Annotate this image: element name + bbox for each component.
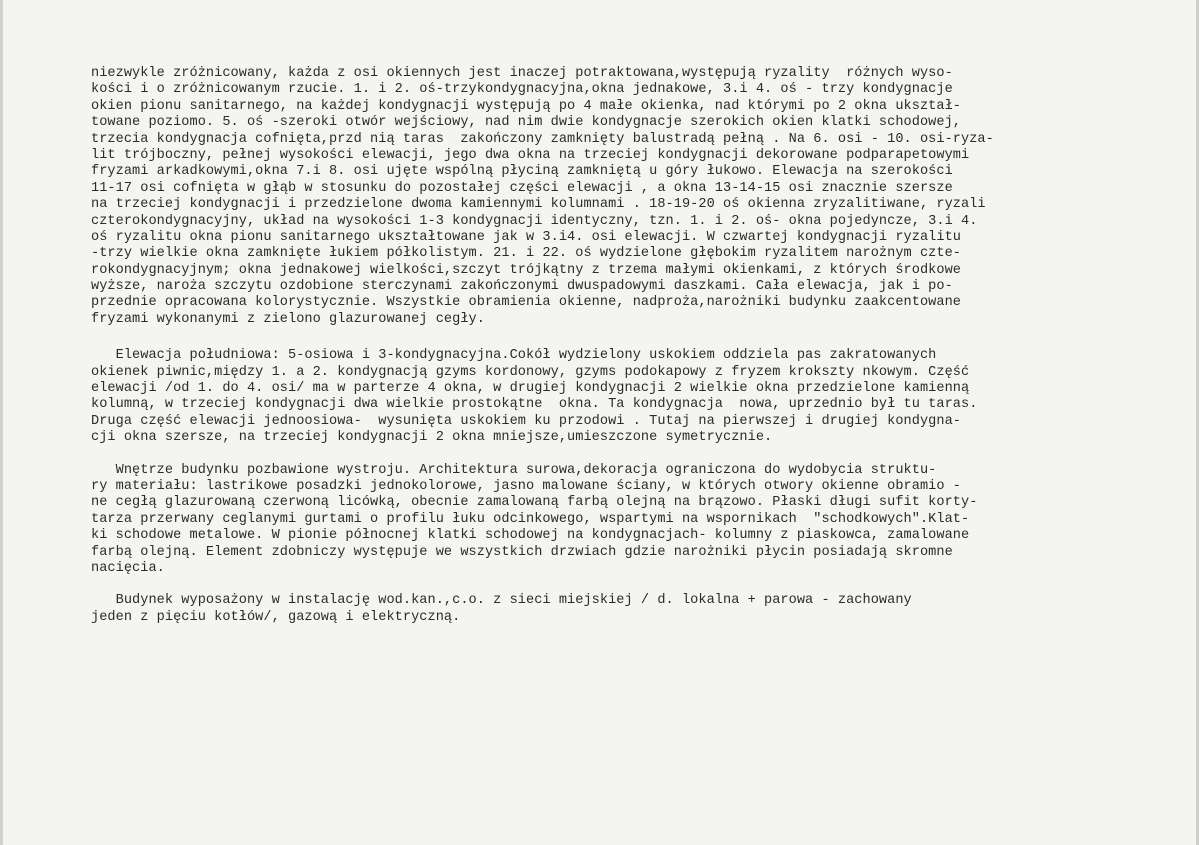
text-line: rokondygnacyjnym; okna jednakowej wielkości,szczyt trójkątny z trzema małymi okienkami, z których środkowe bbox=[91, 262, 962, 278]
text-line: kolumną, w trzeciej kondygnacji dwa wielkie prostokątne okna. Ta kondygnacja nowa, uprzednio był tu taras. bbox=[91, 397, 978, 413]
text-line: czterokondygnacyjny, układ na wysokości 1-3 kondygnacji identyczny, tzn. 1. i 2. oś- okna pojedyncze, 3.i 4. bbox=[91, 213, 978, 229]
paragraph-interior bbox=[91, 463, 1193, 578]
text-line: ry materiału: lastrikowe posadzki jednokolorowe, jasno malowane ściany, w których otwory okienne obramio - bbox=[91, 478, 962, 494]
text-line: lit trójboczny, pełnej wysokości elewacji, jego dwa okna na trzeciej kondygnacji dekorowane podparapetowymi bbox=[91, 147, 970, 163]
text-line: ki schodowe metalowe. W pionie północnej klatki schodowej na kondygnacjach- kolumny z piaskowca, zamalowane bbox=[91, 528, 970, 544]
text-line: tarza przerwany ceglanymi gurtami o profilu łuku odcinkowego, wspartymi na wspornikach "schodkowych".Klat- bbox=[91, 511, 970, 527]
text-line: ne cegłą glazurowaną czerwoną licówką, obecnie zamalowaną farbą olejną na brązowo. Płaski długi sufit korty- bbox=[91, 495, 978, 511]
text-line: Druga część elewacji jednoosiowa- wysunięta uskokiem ku przodowi . Tutaj na pierwszej i drugiej kondygna- bbox=[91, 413, 962, 429]
text-line: wyższe, naroża szczytu ozdobione sterczynami zakończonymi dwuspadowymi daszkami. Cała elewacja, jak i po- bbox=[91, 279, 953, 295]
text-line: nacięcia. bbox=[91, 560, 165, 576]
text-line: 11-17 osi cofnięta w głąb w stosunku do pozostałej części elewacji , a okna 13-14-15 osi znacznie szersze bbox=[91, 180, 953, 196]
text-line: na trzeciej kondygnacji i przedzielone dwoma kamiennymi kolumnami . 18-19-20 oś okienna zryzalitiwane, ryzali bbox=[91, 197, 986, 213]
text-line: farbą olejną. Element zdobniczy występuje we wszystkich drzwiach gdzie narożniki płycin posiadają skromne bbox=[91, 544, 953, 560]
text-line: jeden z pięciu kotłów/, gazową i elektryczną. bbox=[91, 609, 461, 625]
paragraph-facade-description bbox=[91, 66, 1193, 328]
text-line: elewacji /od 1. do 4. osi/ ma w parterze 4 okna, w drugiej kondygnacji 2 wielkie okna przedzielone kamienną bbox=[91, 381, 970, 397]
text-line: towane poziomo. 5. oś -szeroki otwór wejściowy, nad nim dwie kondygnacje szerokich okien klatki schodowej, bbox=[91, 115, 962, 131]
text-line: okienek piwnic,między 1. a 2. kondygnacją gzyms kordonowy, gzyms podokapowy z fryzem krokszty nkowym. Część bbox=[91, 364, 970, 380]
text-line: fryzami wykonanymi z zielono glazurowanej cegły. bbox=[91, 311, 485, 327]
text-line: Elewacja południowa: 5-osiowa i 3-kondygnacyjna.Cokół wydzielony uskokiem oddziela pas zakratowanych bbox=[91, 348, 937, 364]
text-line: -trzy wielkie okna zamknięte łukiem półkolistym. 21. i 22. oś wydzielone głębokim ryzalitem narożnym czte- bbox=[91, 246, 962, 262]
text-line: okien pionu sanitarnego, na każdej kondygnacji występują po 4 małe okienka, nad którymi po 2 okna ukształ- bbox=[91, 98, 962, 114]
text-line: trzecia kondygnacja cofnięta,przd nią taras zakończony zamknięty balustradą pełną . Na 6. osi - 10. osi-ryza- bbox=[91, 131, 994, 147]
text-line: Wnętrze budynku pozbawione wystroju. Architektura surowa,dekoracja ograniczona do wydobycia struktu- bbox=[91, 462, 937, 478]
paragraph-south-elevation bbox=[91, 348, 1193, 446]
text-line: przednie opracowana kolorystycznie. Wszystkie obramienia okienne, nadproża,narożniki budynku zaakcentowane bbox=[91, 295, 962, 311]
text-line: niezwykle zróżnicowany, każda z osi okiennych jest inaczej potraktowana,występują ryzality różnych wyso- bbox=[91, 66, 953, 81]
text-line: oś ryzalitu okna pionu sanitarnego ukształtowane jak w 3.i4. osi elewacji. W czwartej kondygnacji ryzalitu bbox=[91, 229, 962, 245]
text-line: cji okna szersze, na trzeciej kondygnacji 2 okna mniejsze,umieszczone symetrycznie. bbox=[91, 430, 773, 446]
text-line: fryzami arkadkowymi,okna 7.i 8. osi ujęte wspólną płyciną zamkniętą u góry łukowo. Elewacja na szerokości bbox=[91, 164, 953, 180]
text-line: kości i o zróżnicowanym rzucie. 1. i 2. oś-trzykondygnacyjna,okna jednakowe, 3.i 4. oś - trzy kondygnacje bbox=[91, 82, 953, 98]
typewritten-text bbox=[91, 66, 1193, 626]
paragraph-installations bbox=[91, 593, 1193, 626]
text-line: Budynek wyposażony w instalację wod.kan.,c.o. z sieci miejskiej / d. lokalna + parowa - zachowany bbox=[91, 593, 912, 609]
